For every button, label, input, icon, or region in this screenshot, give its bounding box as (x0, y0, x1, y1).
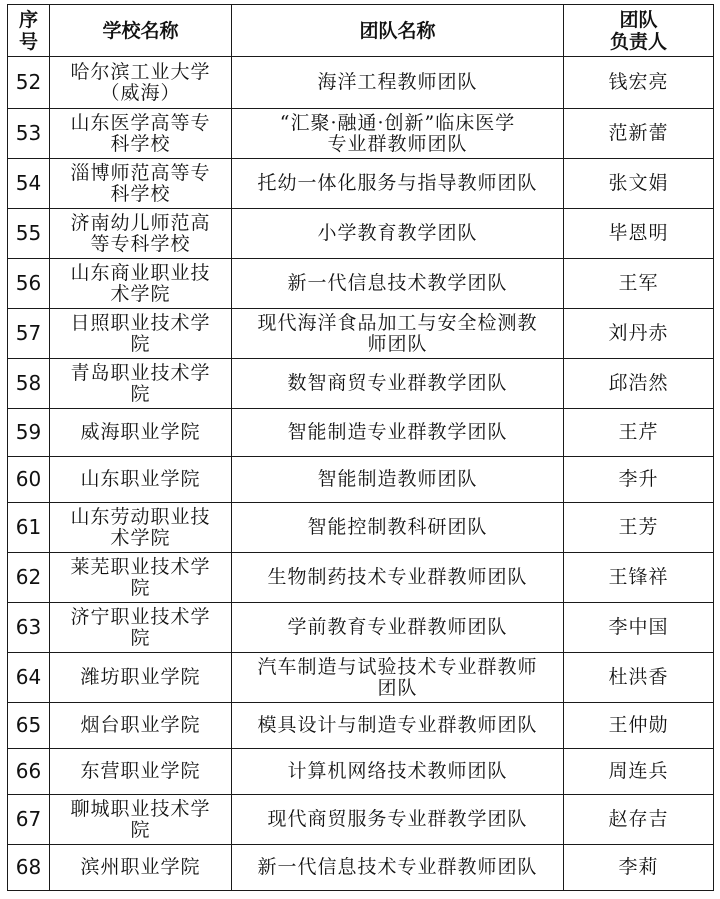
row-number-line: 56 (15, 271, 42, 295)
team-leader (564, 749, 714, 795)
school-name-line: 淄博师范高等专 (70, 161, 211, 184)
team-name-line: 现代海洋食品加工与安全检测教 (257, 311, 538, 334)
team-leader-line: 杜洪香 (608, 666, 669, 688)
team-name (232, 159, 564, 209)
table-row (8, 159, 714, 209)
school-name (50, 603, 232, 653)
team-name (232, 749, 564, 795)
header-seq: 序 号 (8, 5, 50, 57)
row-number (8, 703, 50, 749)
row-number-line: 65 (15, 713, 42, 737)
team-leader-line: 邱浩然 (608, 372, 669, 394)
school-name-line: 青岛职业技术学 (70, 361, 211, 384)
school-name-line: 山东商业职业技 (70, 261, 211, 284)
school-name-line: 山东职业学院 (80, 468, 201, 490)
row-number-line: 67 (15, 807, 42, 831)
school-name-line: 哈尔滨工业大学 (70, 60, 211, 83)
team-name (232, 409, 564, 457)
team-name-line: 智能控制教科研团队 (307, 516, 488, 538)
team-leader (564, 259, 714, 309)
table-row (8, 603, 714, 653)
school-name (50, 409, 232, 457)
team-leader (564, 703, 714, 749)
row-number (8, 209, 50, 259)
table-row (8, 259, 714, 309)
row-number-line: 63 (15, 615, 42, 639)
school-name (50, 703, 232, 749)
school-name (50, 457, 232, 503)
team-leader-line: 王仲勋 (608, 714, 669, 736)
school-name-line: 聊城职业技术学 (70, 797, 211, 820)
school-name-line: （威海） (100, 81, 181, 104)
team-name-line: 智能制造教师团队 (317, 468, 478, 490)
row-number (8, 359, 50, 409)
row-number-line: 68 (15, 855, 42, 879)
row-number (8, 259, 50, 309)
row-number (8, 57, 50, 109)
team-leader-line: 范新蕾 (608, 122, 669, 144)
team-leader (564, 359, 714, 409)
team-name-line: 新一代信息技术教学团队 (287, 272, 508, 294)
team-name-line: “汇聚·融通·创新”临床医学 (279, 111, 516, 134)
team-name-line: 生物制药技术专业群教师团队 (267, 566, 528, 588)
table-row (8, 359, 714, 409)
table-row (8, 795, 714, 845)
school-name (50, 359, 232, 409)
school-name (50, 209, 232, 259)
table-row (8, 653, 714, 703)
row-number-line: 58 (15, 371, 42, 395)
team-leader-line: 钱宏亮 (608, 71, 669, 93)
school-name-line: 烟台职业学院 (80, 714, 201, 736)
team-leader-line: 刘丹赤 (608, 322, 669, 344)
school-name-line: 济宁职业技术学 (70, 605, 211, 628)
team-name-line: 现代商贸服务专业群教学团队 (267, 808, 528, 830)
school-name (50, 309, 232, 359)
team-name (232, 795, 564, 845)
school-name (50, 795, 232, 845)
school-name-line: 济南幼儿师范高 (70, 211, 211, 234)
school-name-line: 院 (130, 626, 151, 649)
team-name-line: 计算机网络技术教师团队 (287, 760, 508, 782)
team-name (232, 603, 564, 653)
team-leader (564, 109, 714, 159)
row-number-line: 61 (15, 515, 42, 539)
row-number-line: 64 (15, 665, 42, 689)
school-name-line: 潍坊职业学院 (80, 666, 201, 688)
school-name-line: 山东医学高等专 (70, 111, 211, 134)
team-leader-line: 周连兵 (608, 760, 669, 782)
team-leader (564, 603, 714, 653)
table-row (8, 503, 714, 553)
row-number (8, 409, 50, 457)
team-name-line: 托幼一体化服务与指导教师团队 (257, 172, 538, 194)
team-leader (564, 309, 714, 359)
row-number-line: 53 (15, 121, 42, 145)
table-row (8, 703, 714, 749)
team-leader-line: 王锋祥 (608, 566, 669, 588)
row-number (8, 109, 50, 159)
team-name (232, 259, 564, 309)
team-leader (564, 457, 714, 503)
row-number (8, 845, 50, 891)
row-number (8, 309, 50, 359)
team-name (232, 209, 564, 259)
row-number (8, 457, 50, 503)
team-name (232, 57, 564, 109)
row-number (8, 653, 50, 703)
team-leader-line: 张文娟 (608, 172, 669, 194)
school-name-line: 科学校 (110, 182, 171, 205)
team-leader (564, 503, 714, 553)
team-name-line: 汽车制造与试验技术专业群教师 (257, 655, 538, 678)
row-number (8, 749, 50, 795)
school-name-line: 东营职业学院 (80, 760, 201, 782)
row-number-line: 66 (15, 759, 42, 783)
row-number (8, 553, 50, 603)
header-team: 团队名称 (232, 5, 564, 57)
school-name-line: 院 (130, 818, 151, 841)
team-name-line: 模具设计与制造专业群教师团队 (257, 714, 538, 736)
table-row (8, 845, 714, 891)
table-row (8, 409, 714, 457)
row-number (8, 603, 50, 653)
row-number (8, 159, 50, 209)
school-name (50, 109, 232, 159)
school-name-line: 科学校 (110, 132, 171, 155)
team-name (232, 457, 564, 503)
school-name-line: 日照职业技术学 (70, 311, 211, 334)
team-name (232, 653, 564, 703)
teams-table (7, 4, 714, 891)
school-name-line: 莱芜职业技术学 (70, 555, 211, 578)
team-name (232, 309, 564, 359)
row-number-line: 57 (15, 321, 42, 345)
team-name (232, 703, 564, 749)
team-leader (564, 653, 714, 703)
row-number-line: 60 (15, 467, 42, 491)
school-name (50, 259, 232, 309)
table-row (8, 553, 714, 603)
school-name (50, 553, 232, 603)
team-leader (564, 795, 714, 845)
school-name-line: 术学院 (110, 282, 171, 305)
team-name-line: 师团队 (367, 332, 428, 355)
team-name (232, 359, 564, 409)
school-name-line: 威海职业学院 (80, 421, 201, 443)
table-row (8, 309, 714, 359)
header-leader: 团队 负责人 (564, 5, 714, 57)
header-row (8, 5, 714, 57)
team-name-line: 专业群教师团队 (327, 132, 468, 155)
team-leader-line: 王芹 (618, 421, 659, 443)
table-row (8, 209, 714, 259)
team-name-line: 智能制造专业群教学团队 (287, 421, 508, 443)
school-name (50, 845, 232, 891)
row-number-line: 59 (15, 420, 42, 444)
team-leader-line: 毕恩明 (608, 222, 669, 244)
team-name-line: 团队 (377, 676, 418, 699)
team-name (232, 503, 564, 553)
school-name-line: 术学院 (110, 526, 171, 549)
school-name-line: 院 (130, 332, 151, 355)
team-name-line: 新一代信息技术专业群教师团队 (257, 856, 538, 878)
team-leader-line: 赵存吉 (608, 808, 669, 830)
school-name-line: 院 (130, 382, 151, 405)
school-name (50, 653, 232, 703)
row-number-line: 52 (15, 70, 42, 94)
school-name (50, 503, 232, 553)
row-number-line: 62 (15, 565, 42, 589)
team-leader (564, 57, 714, 109)
team-leader-line: 王芳 (618, 516, 659, 538)
team-leader (564, 209, 714, 259)
table-row (8, 57, 714, 109)
team-leader-line: 王军 (618, 272, 659, 294)
table-body (8, 57, 714, 891)
row-number (8, 503, 50, 553)
school-name (50, 57, 232, 109)
team-leader (564, 553, 714, 603)
team-leader-line: 李莉 (618, 856, 659, 878)
team-name-line: 海洋工程教师团队 (317, 71, 478, 93)
team-name-line: 小学教育教学团队 (317, 222, 478, 244)
school-name-line: 滨州职业学院 (80, 856, 201, 878)
school-name (50, 749, 232, 795)
school-name-line: 等专科学校 (90, 232, 191, 255)
team-leader (564, 845, 714, 891)
team-leader (564, 409, 714, 457)
team-leader (564, 159, 714, 209)
team-name (232, 553, 564, 603)
row-number-line: 55 (15, 221, 42, 245)
row-number-line: 54 (15, 171, 42, 195)
school-name-line: 院 (130, 576, 151, 599)
team-name (232, 109, 564, 159)
team-leader-line: 李中国 (608, 616, 669, 638)
row-number (8, 795, 50, 845)
team-name-line: 学前教育专业群教师团队 (287, 616, 508, 638)
school-name (50, 159, 232, 209)
table-row (8, 749, 714, 795)
table-row (8, 109, 714, 159)
team-name-line: 数智商贸专业群教学团队 (287, 372, 508, 394)
header-school: 学校名称 (50, 5, 232, 57)
table-row (8, 457, 714, 503)
school-name-line: 山东劳动职业技 (70, 505, 211, 528)
team-leader-line: 李升 (618, 468, 659, 490)
team-name (232, 845, 564, 891)
